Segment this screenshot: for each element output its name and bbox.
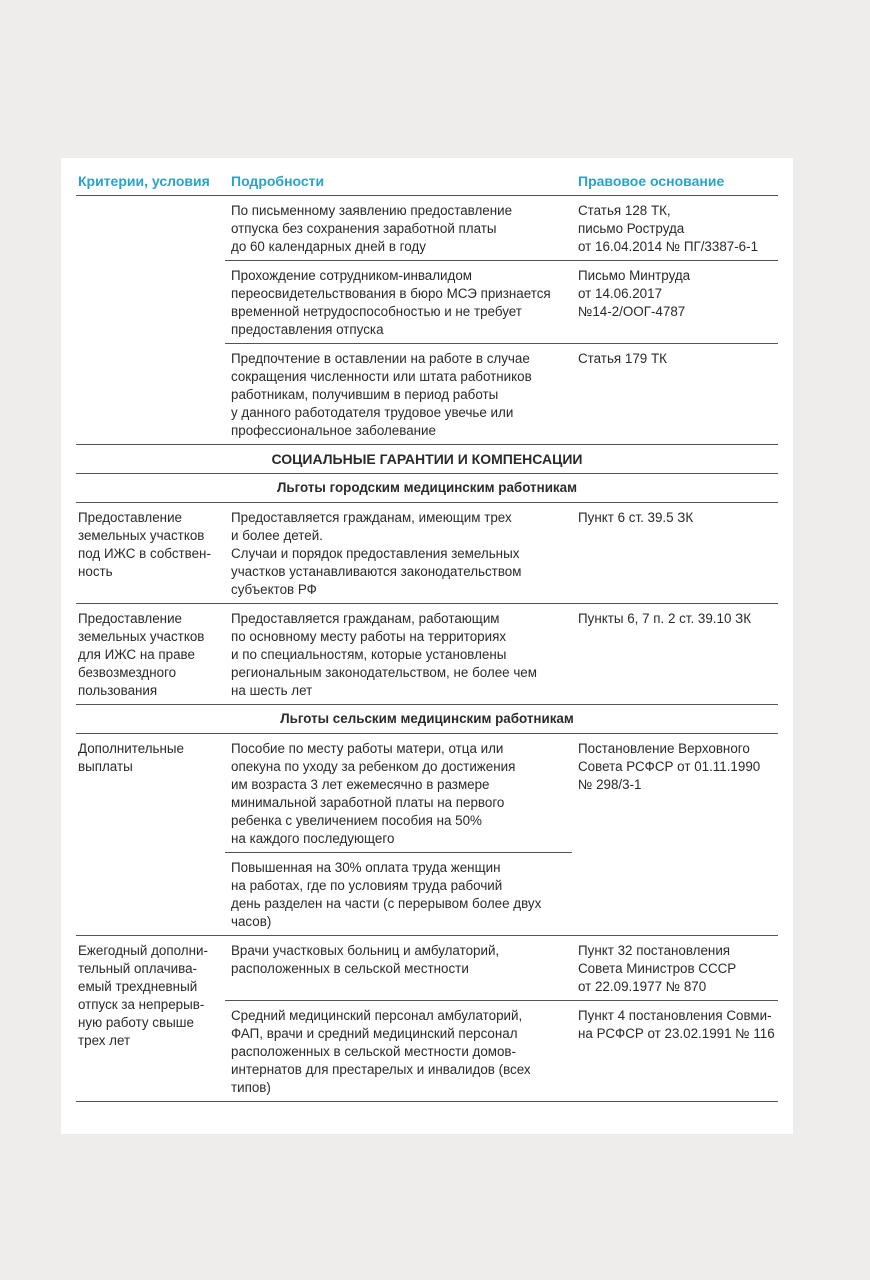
details-cell <box>225 261 572 344</box>
text-line: Статья 179 ТК <box>578 351 667 366</box>
table-row <box>76 344 778 445</box>
details-cell <box>225 936 572 1001</box>
table-header <box>76 170 778 196</box>
text-line: на РСФСР от 23.02.1991 № 116 <box>578 1026 775 1041</box>
text-line: часов) <box>231 914 272 929</box>
text-line: земельных участков <box>78 528 205 543</box>
details-cell <box>225 196 572 261</box>
criteria-cell <box>76 196 225 261</box>
text-line: безвозмездного <box>78 665 177 680</box>
criteria-cell <box>76 936 225 1102</box>
text-line: Совета Министров СССР <box>578 961 737 976</box>
text-line: на каждого последующего <box>231 831 395 846</box>
text-line: Пособие по месту работы матери, отца или <box>231 741 504 756</box>
text-line: Предоставляется гражданам, работающим <box>231 611 500 626</box>
text-line: Совета РСФСР от 01.11.1990 <box>578 759 761 774</box>
section-heading-row <box>76 445 778 474</box>
legal-cell <box>572 261 778 344</box>
text-line: работникам, получившим в период работы <box>231 387 499 402</box>
text-line: профессиональное заболевание <box>231 423 436 438</box>
table-row <box>76 734 778 853</box>
text-line: Предоставляется гражданам, имеющим трех <box>231 510 512 525</box>
text-line: № 298/3-1 <box>578 777 642 792</box>
header-legal: Правовое основание <box>572 170 778 196</box>
text-line: от 16.04.2014 № ПГ/3387-6-1 <box>578 239 759 254</box>
criteria-cell <box>76 344 225 445</box>
text-line: переосвидетельствования в бюро МСЭ признается <box>231 286 551 301</box>
text-line: и по специальностям, которые установлены <box>231 647 507 662</box>
text-line: временной нетрудоспособностью и не требует <box>231 304 522 319</box>
table-row <box>76 604 778 705</box>
criteria-cell <box>76 604 225 705</box>
text-line: Предоставление <box>78 611 182 626</box>
text-line: ную работу свыше <box>78 1015 194 1030</box>
criteria-cell <box>76 503 225 604</box>
table-row <box>76 261 778 344</box>
urban-title: Льготы городским медицинским работникам <box>76 474 778 503</box>
text-line: расположенных в сельской местности домов- <box>231 1044 517 1059</box>
criteria-cell <box>76 734 225 936</box>
text-line: ребенка с увеличением пособия на 50% <box>231 813 482 828</box>
subsection-heading-row <box>76 705 778 734</box>
text-line: Врачи участковых больниц и амбулаторий, <box>231 943 500 958</box>
text-line: от 14.06.2017 <box>578 286 663 301</box>
legal-cell <box>572 734 778 936</box>
text-line: от 22.09.1977 № 870 <box>578 979 707 994</box>
text-line: сокращения численности или штата работников <box>231 369 532 384</box>
text-line: на работах, где по условиям труда рабочий <box>231 878 503 893</box>
details-cell <box>225 1001 572 1102</box>
text-line: на шесть лет <box>231 683 313 698</box>
legal-cell <box>572 1001 778 1102</box>
text-line: Дополнительные <box>78 741 184 756</box>
details-cell <box>225 604 572 705</box>
text-line: у данного работодателя трудовое увечье или <box>231 405 514 420</box>
text-line: до 60 календарных дней в году <box>231 239 426 254</box>
text-line: по основному месту работы на территориях <box>231 629 507 644</box>
text-line: им возраста 3 лет ежемесячно в размере <box>231 777 490 792</box>
text-line: Случаи и порядок предоставления земельных <box>231 546 520 561</box>
section-title: СОЦИАЛЬНЫЕ ГАРАНТИИ И КОМПЕНСАЦИИ <box>76 445 778 474</box>
text-line: По письменному заявлению предоставление <box>231 203 513 218</box>
text-line: и более детей. <box>231 528 323 543</box>
legal-cell <box>572 503 778 604</box>
text-line: емый трехдневный <box>78 979 198 994</box>
text-line: Постановление Верховного <box>578 741 750 756</box>
benefits-table <box>76 170 778 1102</box>
table-row <box>76 196 778 261</box>
text-line: Прохождение сотрудником-инвалидом <box>231 268 473 283</box>
text-line: для ИЖС на праве <box>78 647 195 662</box>
text-line: Статья 128 ТК, <box>578 203 671 218</box>
text-line: Пункт 32 постановления <box>578 943 731 958</box>
legal-cell <box>572 344 778 445</box>
text-line: тельный оплачива- <box>78 961 197 976</box>
details-cell <box>225 344 572 445</box>
text-line: интернатов для престарелых и инвалидов (всех <box>231 1062 531 1077</box>
text-line: предоставления отпуска <box>231 322 384 337</box>
header-criteria: Критерии, условия <box>76 170 225 196</box>
table-row <box>76 936 778 1001</box>
text-line: Ежегодный дополни- <box>78 943 208 958</box>
text-line: Пункты 6, 7 п. 2 ст. 39.10 ЗК <box>578 611 752 626</box>
text-line: типов) <box>231 1080 271 1095</box>
text-line: Пункт 4 постановления Совми- <box>578 1008 772 1023</box>
text-line: Предоставление <box>78 510 182 525</box>
text-line: расположенных в сельской местности <box>231 961 469 976</box>
subsection-heading-row <box>76 474 778 503</box>
text-line: трех лет <box>78 1033 131 1048</box>
details-cell <box>225 734 572 853</box>
legal-cell <box>572 936 778 1001</box>
text-line: Средний медицинский персонал амбулаторий, <box>231 1008 523 1023</box>
text-line: Повышенная на 30% оплата труда женщин <box>231 860 501 875</box>
criteria-cell <box>76 261 225 344</box>
text-line: участков устанавливаются законодательством <box>231 564 522 579</box>
text-line: отпуска без сохранения заработной платы <box>231 221 497 236</box>
details-cell <box>225 503 572 604</box>
text-line: письмо Роструда <box>578 221 685 236</box>
text-line: Письмо Минтруда <box>578 268 691 283</box>
text-line: субъектов РФ <box>231 582 317 597</box>
text-line: минимальной заработной платы на первого <box>231 795 505 810</box>
details-cell <box>225 853 572 936</box>
text-line: ФАП, врачи и средний медицинский персонал <box>231 1026 518 1041</box>
text-line: выплаты <box>78 759 133 774</box>
header-details: Подробности <box>225 170 572 196</box>
legal-cell <box>572 196 778 261</box>
text-line: земельных участков <box>78 629 205 644</box>
rural-title: Льготы сельским медицинским работникам <box>76 705 778 734</box>
text-line: день разделен на части (с перерывом более двух <box>231 896 542 911</box>
text-line: отпуск за непрерыв- <box>78 997 205 1012</box>
text-line: опекуна по уходу за ребенком до достижения <box>231 759 516 774</box>
table-row <box>76 503 778 604</box>
text-line: под ИЖС в собствен- <box>78 546 211 561</box>
legal-cell <box>572 604 778 705</box>
text-line: региональным законодательством, не более чем <box>231 665 537 680</box>
text-line: №14-2/ООГ-4787 <box>578 304 686 319</box>
document-page <box>61 158 793 1134</box>
text-line: пользования <box>78 683 158 698</box>
text-line: Предпочтение в оставлении на работе в случае <box>231 351 530 366</box>
text-line: ность <box>78 564 113 579</box>
text-line: Пункт 6 ст. 39.5 ЗК <box>578 510 694 525</box>
